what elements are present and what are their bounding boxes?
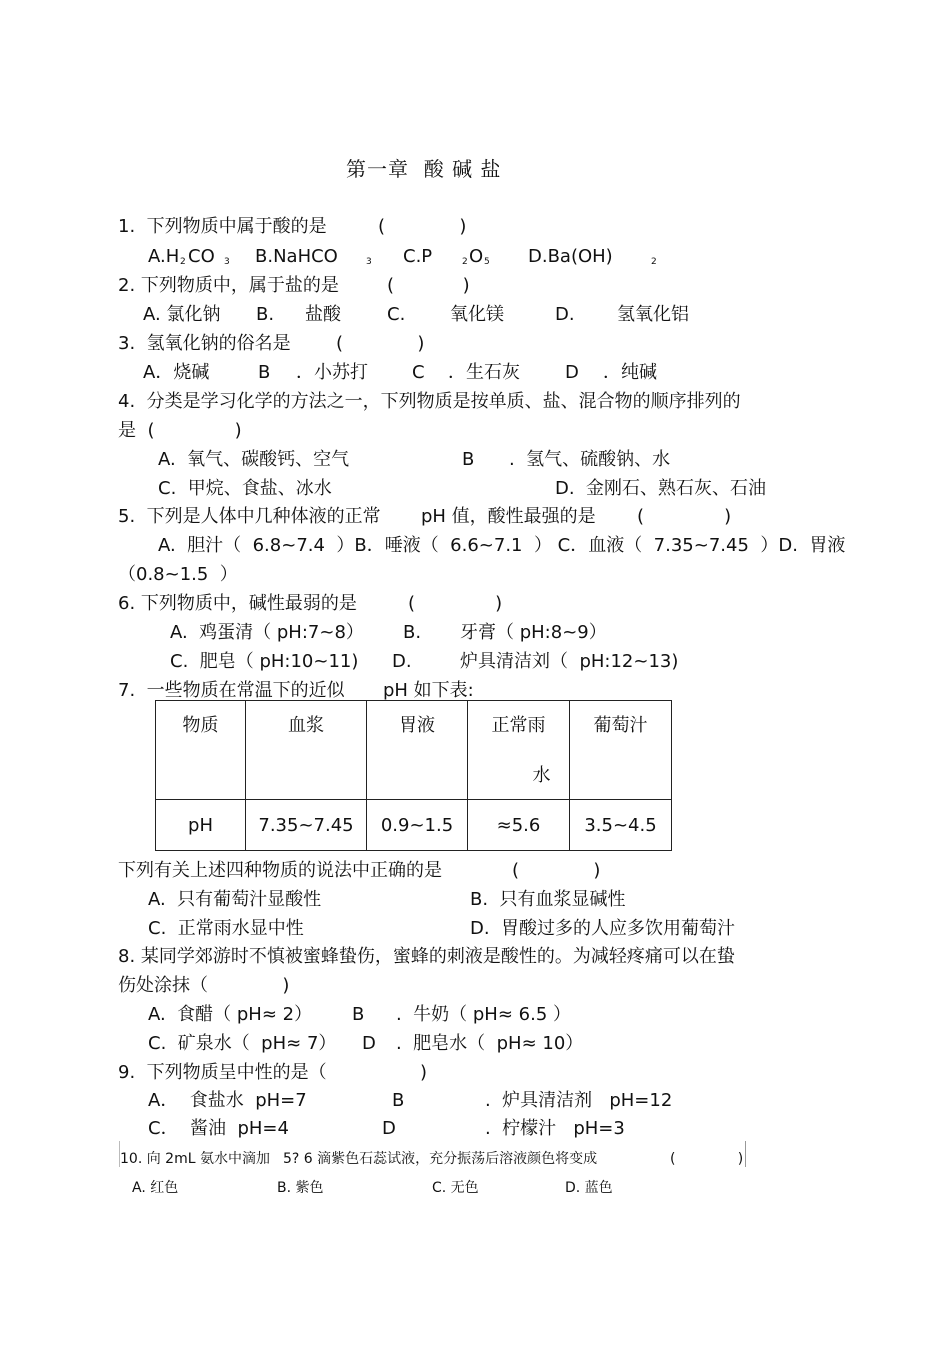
- q5-options-2: （0.8~1.5 ）: [118, 564, 238, 585]
- q6-option-d: D.: [392, 651, 412, 672]
- q1-option-b: B.NaHCO: [255, 246, 338, 267]
- q7-option-b: B. 只有血浆显碱性: [470, 889, 626, 910]
- q7-option-c: C. 正常雨水显中性: [148, 918, 304, 939]
- q7-stem-ph: pH 如下表:: [383, 680, 474, 701]
- q9-option-b: B: [392, 1090, 405, 1111]
- q5-stem-ph: pH 值，酸性最强的是: [421, 506, 596, 527]
- right-margin-mark: [745, 1141, 746, 1167]
- q10-stem: 10. 向 2mL 氨水中滴加: [120, 1151, 270, 1167]
- q1-option-b-sub: 3: [366, 257, 372, 267]
- q10-option-c: C. 无色: [432, 1180, 479, 1196]
- q4-option-c: C. 甲烷、食盐、冰水: [158, 478, 332, 499]
- q7-option-a: A. 只有葡萄汁显酸性: [148, 889, 322, 910]
- q2-option-c: C.: [387, 304, 406, 325]
- q9-paren: ): [420, 1062, 428, 1083]
- q3-option-c: C: [412, 362, 425, 383]
- q3-paren: ( ): [336, 333, 425, 354]
- ph-table-header-cell: 物质: [156, 701, 246, 800]
- q6-option-d-text: 炉具清洁刘（ pH:12~13): [460, 651, 679, 672]
- q6-option-a: A. 鸡蛋清（ pH:7~8）: [170, 622, 364, 643]
- q3-option-d: D: [565, 362, 579, 383]
- q2-stem: 2. 下列物质中，属于盐的是: [118, 275, 339, 296]
- q2-option-b: B.: [256, 304, 275, 325]
- page-title: 第一章 酸 碱 盐: [346, 157, 502, 181]
- q1-option-c: C.P: [403, 246, 433, 267]
- ph-table-header-cell: [468, 701, 570, 800]
- q5-stem: 5. 下列是人体中几种体液的正常: [118, 506, 381, 527]
- q2-option-a: A. 氯化钠: [143, 304, 221, 325]
- q5-paren: ( ): [637, 506, 732, 527]
- q6-paren: ( ): [408, 593, 503, 614]
- q3-option-a: A．烧碱: [143, 362, 210, 383]
- q4-option-b: B: [462, 449, 475, 470]
- q8-option-c: C. 矿泉水（ pH≈ 7）: [148, 1033, 337, 1054]
- q10-stem-2: 5? 6 滴紫色石蕊试液，充分振荡后溶液颜色将变成: [283, 1151, 598, 1167]
- q8-option-a: A. 食醋（ pH≈ 2）: [148, 1004, 313, 1025]
- q6-option-c: C. 肥皂（ pH:10~11): [170, 651, 359, 672]
- q6-option-b: B.: [403, 622, 422, 643]
- ph-table-cell: pH: [156, 800, 246, 851]
- ph-table-cell: ≈5.6: [468, 800, 570, 851]
- q2-option-b-text: 盐酸: [305, 304, 341, 325]
- q7-question: 下列有关上述四种物质的说法中正确的是: [118, 860, 442, 881]
- q1-option-d-sub: 2: [651, 257, 657, 267]
- q3-option-c-text: ．生石灰: [448, 362, 520, 383]
- q1-option-c-sub: 2: [462, 257, 468, 267]
- q1-option-a-sub2: 3: [224, 257, 230, 267]
- ph-table-header-rain: 正常雨: [491, 715, 546, 736]
- q1-option-a-2: CO: [188, 246, 215, 267]
- q1-paren: ( ): [378, 216, 467, 237]
- q10-paren: ( ): [670, 1151, 744, 1167]
- q10-option-d: D. 蓝色: [565, 1180, 613, 1196]
- q8-stem: 8. 某同学郊游时不慎被蜜蜂蛰伤，蜜蜂的刺液是酸性的。为减轻疼痛可以在蛰: [118, 946, 735, 967]
- q1-option-d: D.Ba(OH): [528, 246, 613, 267]
- ph-table-header-rain-2: 水: [532, 765, 551, 786]
- q9-option-c: C． 酱油 pH=4: [148, 1118, 289, 1139]
- ph-table-header-cell: 胃液: [367, 701, 468, 800]
- q2-option-c-text: 氧化镁: [450, 304, 504, 325]
- q4-option-a: A. 氧气、碳酸钙、空气: [158, 449, 350, 470]
- q1-option-c-2: O: [469, 246, 484, 267]
- q1-option-a-sub: 2: [180, 257, 186, 267]
- q2-option-d: D.: [555, 304, 575, 325]
- ph-table-header-row: [156, 701, 672, 800]
- q8-stem-2: 伤处涂抹（ ): [118, 975, 290, 996]
- q8-option-d: D: [362, 1033, 376, 1054]
- q10-option-a: A. 红色: [132, 1180, 179, 1196]
- q9-option-a: A． 食盐水 pH=7: [148, 1090, 307, 1111]
- q5-options: A. 胆汁（ 6.8~7.4 ）B．唾液（ 6.6~7.1 ） C．血液（ 7.35~7.45 ）D. 胃液: [158, 535, 846, 556]
- q3-stem: 3. 氢氧化钠的俗名是: [118, 333, 291, 354]
- ph-table: [155, 700, 672, 851]
- q1-stem: 1. 下列物质中属于酸的是: [118, 216, 327, 237]
- q3-option-b: B: [258, 362, 271, 383]
- q1-option-a: A.H: [148, 246, 180, 267]
- q9-stem: 9. 下列物质呈中性的是（: [118, 1062, 327, 1083]
- ph-table-header-cell: 血浆: [246, 701, 367, 800]
- ph-table-cell: 0.9~1.5: [367, 800, 468, 851]
- q4-option-d: D. 金刚石、熟石灰、石油: [555, 478, 767, 499]
- q2-option-d-text: 氢氧化铝: [617, 304, 689, 325]
- ph-table-cell: 3.5~4.5: [570, 800, 672, 851]
- ph-table-row: [156, 800, 672, 851]
- q6-option-b-text: 牙膏（ pH:8~9）: [460, 622, 607, 643]
- q7-paren: ( ): [512, 860, 601, 881]
- q4-option-b-text: . 氢气、硫酸钠、水: [509, 449, 671, 470]
- q3-option-d-text: ．纯碱: [603, 362, 657, 383]
- q9-option-d: D: [382, 1118, 396, 1139]
- q8-option-b: B: [352, 1004, 365, 1025]
- q2-paren: ( ): [387, 275, 470, 296]
- q8-option-d-text: . 肥皂水（ pH≈ 10）: [396, 1033, 584, 1054]
- ph-table-cell: 7.35~7.45: [246, 800, 367, 851]
- q1-option-c-sub2: 5: [484, 257, 490, 267]
- q8-option-b-text: . 牛奶（ pH≈ 6.5 ）: [396, 1004, 571, 1025]
- q9-option-b-text: . 炉具清洁剂 pH=12: [485, 1090, 673, 1111]
- q4-stem-2: 是 ( ): [118, 420, 242, 441]
- q7-option-d: D. 胃酸过多的人应多饮用葡萄汁: [470, 918, 736, 939]
- q9-option-d-text: . 柠檬汁 pH=3: [485, 1118, 625, 1139]
- q4-stem: 4. 分类是学习化学的方法之一，下列物质是按单质、盐、混合物的顺序排列的: [118, 391, 741, 412]
- q3-option-b-text: ．小苏打: [296, 362, 368, 383]
- ph-table-header-cell: 葡萄汁: [570, 701, 672, 800]
- q10-option-b: B. 紫色: [277, 1180, 324, 1196]
- q6-stem: 6. 下列物质中，碱性最弱的是: [118, 593, 357, 614]
- q7-stem: 7. 一些物质在常温下的近似: [118, 680, 345, 701]
